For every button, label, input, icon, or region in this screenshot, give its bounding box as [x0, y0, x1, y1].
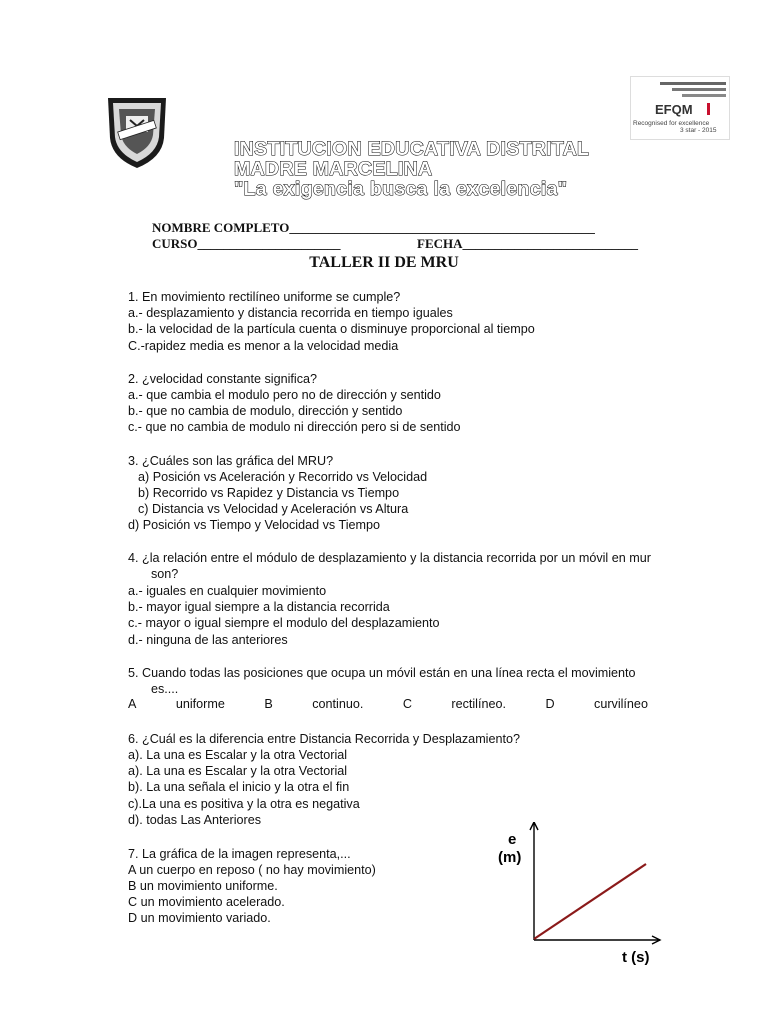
efqm-logo	[630, 76, 730, 140]
q4-option-a: a.- iguales en cualquier movimiento	[128, 584, 327, 598]
q6-option-d: d). todas Las Anteriores	[128, 813, 262, 827]
q1-option-a: a.- desplazamiento y distancia recorrida en tiempo iguales	[128, 306, 453, 320]
efqm-brand: EFQM	[655, 102, 693, 117]
q5-options	[128, 697, 648, 711]
question-2: 2. ¿velocidad constante significa?	[128, 372, 318, 386]
question-6: 6. ¿Cuál es la diferencia entre Distancia Recorrida y Desplazamiento?	[128, 732, 520, 746]
fecha-field[interactable]: FECHA___________________________	[417, 236, 638, 251]
question-5: 5. Cuando todas las posiciones que ocupa un móvil están en una línea recta el movimiento	[128, 666, 636, 680]
q6-option-a1: a). La una es Escalar y la otra Vectorial	[128, 748, 348, 762]
q2-option-b: b.- que no cambia de modulo, dirección y sentido	[128, 404, 403, 418]
q5-letter-c: C	[402, 697, 412, 711]
question-4: 4. ¿la relación entre el módulo de desplazamiento y la distancia recorrida por un móvil en mur	[128, 551, 651, 565]
q1-option-b: b.- la velocidad de la partícula cuenta o disminuye proporcional al tiempo	[128, 322, 535, 336]
efqm-line1: Recognised for excellence	[633, 120, 710, 127]
q3-option-a: a) Posición vs Aceleración y Recorrido vs Velocidad	[138, 470, 428, 484]
institution-motto: "La exigencia busca la excelencia"	[234, 178, 568, 200]
q4-option-b: b.- mayor igual siempre a la distancia recorrida	[128, 600, 390, 614]
question-5-cont: es....	[151, 682, 179, 696]
q5-letter-d: D	[545, 697, 555, 711]
question-3: 3. ¿Cuáles son las gráfica del MRU?	[128, 454, 334, 468]
q5-option-d: curvilíneo	[594, 697, 648, 711]
q4-option-c: c.- mayor o igual siempre el modulo del desplazamiento	[128, 616, 440, 630]
position-time-graph	[494, 822, 672, 972]
q7-option-a: A un cuerpo en reposo ( no hay movimiento)	[128, 863, 376, 877]
q6-option-b: b). La una señala el inicio y la otra el fin	[128, 780, 350, 794]
q3-option-d: d) Posición vs Tiempo y Velocidad vs Tiempo	[128, 518, 380, 532]
q2-option-c: c.- que no cambia de modulo ni dirección pero si de sentido	[128, 420, 461, 434]
q5-option-b: continuo.	[312, 697, 364, 711]
y-axis-label: e	[508, 831, 517, 848]
q2-option-a: a.- que cambia el modulo pero no de dirección y sentido	[128, 388, 441, 402]
efqm-line2: 3 star - 2015	[680, 127, 717, 134]
q4-option-d: d.- ninguna de las anteriores	[128, 633, 288, 647]
curso-field[interactable]: CURSO______________________	[152, 236, 341, 251]
q1-option-c: C.-rapidez media es menor a la velocidad media	[128, 339, 399, 353]
q5-option-a: uniforme	[175, 697, 225, 711]
question-7: 7. La gráfica de la imagen representa,...	[128, 847, 351, 861]
q6-option-c: c).La una es positiva y la otra es negativa	[128, 797, 360, 811]
q7-option-d: D un movimiento variado.	[128, 911, 271, 925]
question-4-cont: son?	[151, 567, 179, 581]
institution-name-line2: MADRE MARCELINA	[234, 158, 433, 180]
q6-option-a2: a). La una es Escalar y la otra Vectorial	[128, 764, 348, 778]
y-axis-unit: (m)	[498, 849, 522, 866]
q7-option-b: B un movimiento uniforme.	[128, 879, 278, 893]
position-line	[534, 864, 646, 939]
q3-option-b: b) Recorrido vs Rapidez y Distancia vs Tiempo	[138, 486, 400, 500]
q7-option-c: C un movimiento acelerado.	[128, 895, 285, 909]
q3-option-c: c) Distancia vs Velocidad y Aceleración vs Altura	[138, 502, 409, 516]
question-1: 1. En movimiento rectilíneo uniforme se cumple?	[128, 290, 401, 304]
institution-name-line1: INSTITUCION EDUCATIVA DISTRITAL	[234, 138, 590, 160]
page-title: TALLER II DE MRU	[309, 254, 459, 271]
q5-option-c: rectilíneo.	[451, 697, 506, 711]
x-axis-label: t (s)	[622, 949, 650, 966]
q5-letter-b: B	[264, 697, 273, 711]
school-crest-logo	[104, 92, 170, 170]
nombre-field[interactable]: NOMBRE COMPLETO_______________________________________________	[152, 220, 595, 235]
q5-letter-a: A	[128, 697, 137, 711]
